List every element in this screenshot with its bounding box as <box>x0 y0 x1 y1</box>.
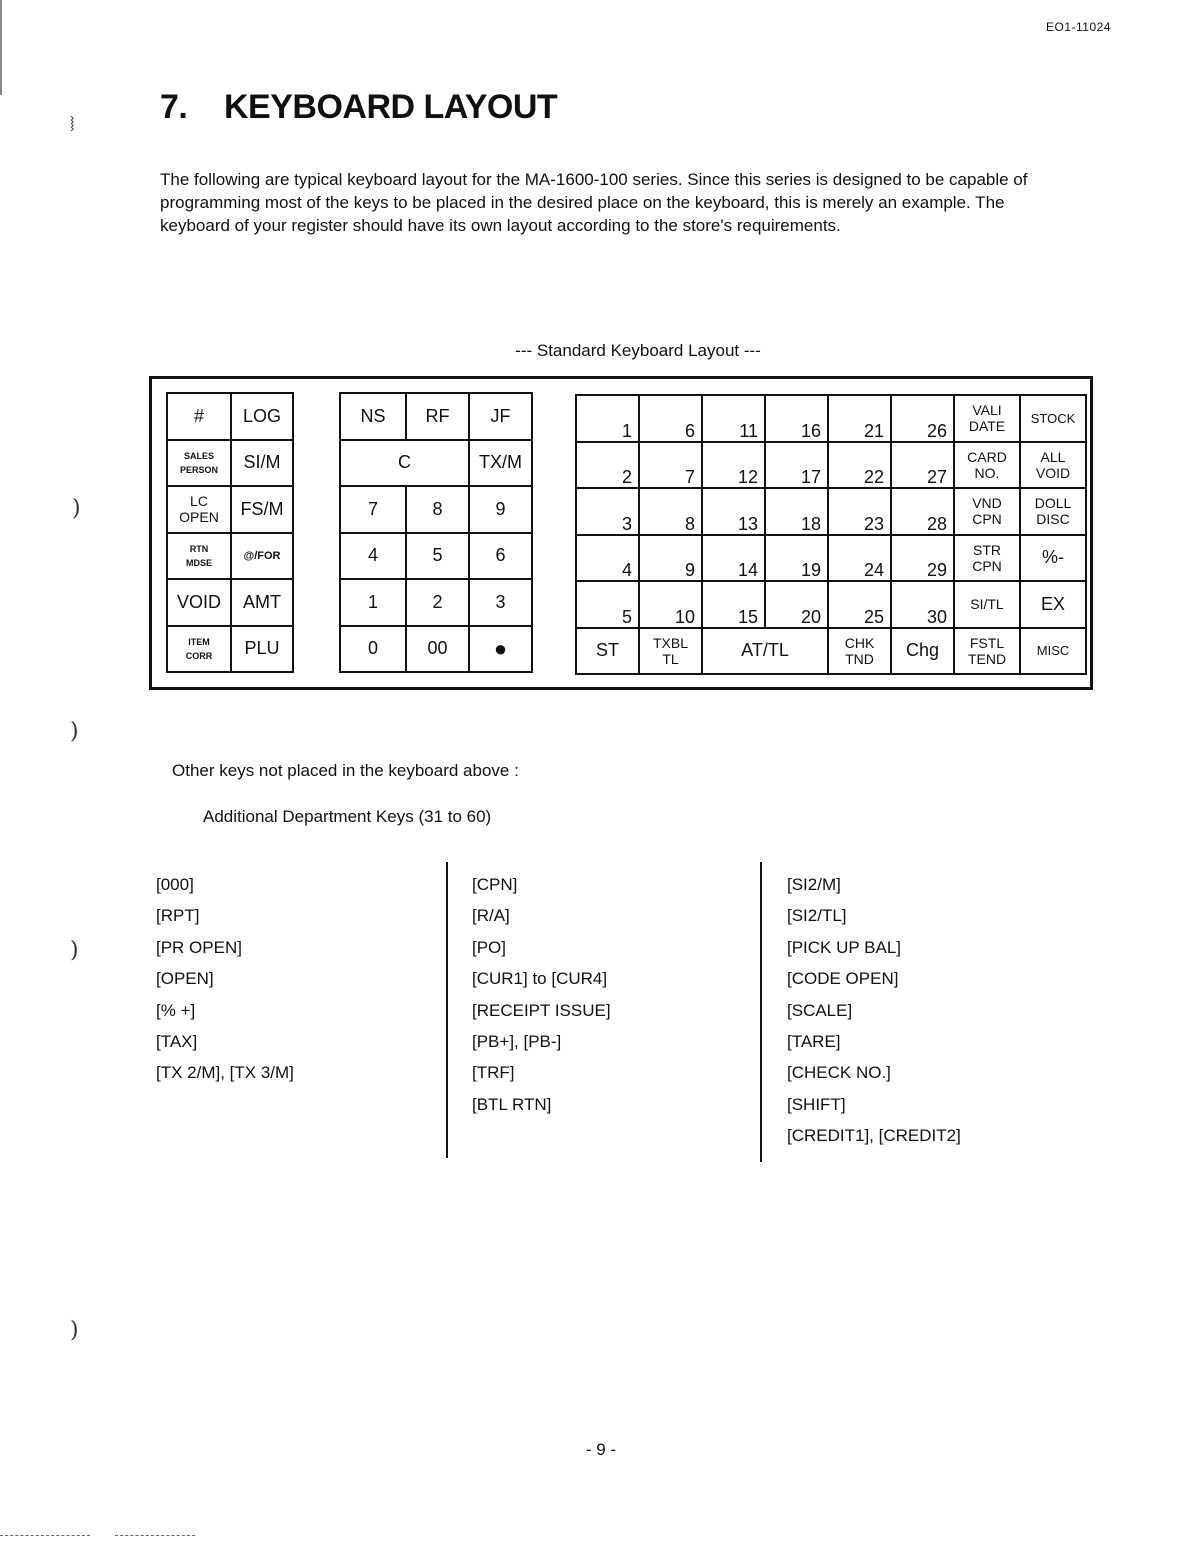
dept-key-7[interactable]: 7 <box>640 443 703 490</box>
scan-edge-line <box>0 0 2 95</box>
key-amt[interactable]: AMT <box>232 580 294 627</box>
key-ns[interactable]: NS <box>341 394 407 441</box>
section-heading: KEYBOARD LAYOUT <box>224 88 558 126</box>
key-taxable-total[interactable]: TXBL TL <box>640 629 703 676</box>
dept-key-22[interactable]: 22 <box>829 443 892 490</box>
key-tx-m[interactable]: TX/M <box>470 441 533 488</box>
key-plu[interactable]: PLU <box>232 627 294 674</box>
dept-key-25[interactable]: 25 <box>829 582 892 629</box>
list-item: [R/A] <box>472 906 510 926</box>
intro-paragraph: The following are typical keyboard layout for the MA-1600-100 series. Since this series is designed to be capable of programming most of the keys to be placed in the desired place on the keyboard, this is merely an example. The keyboard of your register should have its own layout according to the store's requirements. <box>160 170 1028 235</box>
binder-hole-mark: ) <box>70 938 79 963</box>
key-digit-9[interactable]: 9 <box>470 487 533 534</box>
key-void[interactable]: VOID <box>168 580 232 627</box>
key-log[interactable]: LOG <box>232 394 294 441</box>
dept-key-18[interactable]: 18 <box>766 489 829 536</box>
key-misc[interactable]: MISC <box>1021 629 1087 676</box>
scan-artifact <box>0 1535 90 1537</box>
dept-key-16[interactable]: 16 <box>766 396 829 443</box>
key-digit-6[interactable]: 6 <box>470 534 533 581</box>
dept-key-28[interactable]: 28 <box>892 489 955 536</box>
list-item: [SCALE] <box>787 1000 853 1020</box>
dept-key-4[interactable]: 4 <box>577 536 640 583</box>
key-check-tender[interactable]: CHK TND <box>829 629 892 676</box>
other-keys-column-3 <box>787 869 961 1152</box>
section-title <box>160 88 557 127</box>
left-key-block <box>166 392 294 673</box>
key-st[interactable]: ST <box>577 629 640 676</box>
list-item: [PICK UP BAL] <box>787 937 902 957</box>
dept-key-11[interactable]: 11 <box>703 396 766 443</box>
dept-key-19[interactable]: 19 <box>766 536 829 583</box>
list-item: [RPT] <box>156 906 200 926</box>
list-item: [TX 2/M], [TX 3/M] <box>156 1063 294 1083</box>
list-item: [BTL RTN] <box>472 1094 552 1114</box>
list-item: [SHIFT] <box>787 1094 846 1114</box>
dept-key-30[interactable]: 30 <box>892 582 955 629</box>
key-stock[interactable]: STOCK <box>1021 396 1087 443</box>
key-rf[interactable]: RF <box>407 394 470 441</box>
key-digit-2[interactable]: 2 <box>407 580 470 627</box>
section-number: 7. <box>160 88 188 126</box>
list-item: [TRF] <box>472 1063 515 1083</box>
key-subtotal[interactable]: SI/TL <box>955 582 1021 629</box>
key-sales-person[interactable]: SALES PERSON <box>168 441 232 488</box>
column-divider <box>760 862 762 1162</box>
column-divider <box>446 862 448 1158</box>
document-id: EO1-11024 <box>1046 20 1111 34</box>
key-digit-5[interactable]: 5 <box>407 534 470 581</box>
dept-key-21[interactable]: 21 <box>829 396 892 443</box>
dept-key-12[interactable]: 12 <box>703 443 766 490</box>
key-rtn-mdse[interactable]: RTN MDSE <box>168 534 232 581</box>
key-digit-0[interactable]: 0 <box>341 627 407 674</box>
dept-key-5[interactable]: 5 <box>577 582 640 629</box>
list-item: [SI2/M] <box>787 875 841 894</box>
dept-key-26[interactable]: 26 <box>892 396 955 443</box>
key-number-sign[interactable]: # <box>168 394 232 441</box>
binder-hole-mark: ) <box>70 719 79 744</box>
key-store-coupon[interactable]: STR CPN <box>955 536 1021 583</box>
dept-key-24[interactable]: 24 <box>829 536 892 583</box>
key-amount-total[interactable]: AT/TL <box>703 629 829 676</box>
other-keys-heading: Other keys not placed in the keyboard above : <box>172 761 519 780</box>
key-digit-7[interactable]: 7 <box>341 487 407 534</box>
list-item: [% +] <box>156 1000 196 1020</box>
keyboard-caption: --- Standard Keyboard Layout --- <box>515 341 761 360</box>
key-digit-3[interactable]: 3 <box>470 580 533 627</box>
key-digit-1[interactable]: 1 <box>341 580 407 627</box>
list-item: [CODE OPEN] <box>787 969 899 989</box>
dept-key-2[interactable]: 2 <box>577 443 640 490</box>
key-double-zero[interactable]: 00 <box>407 627 470 674</box>
list-item: [CREDIT1], [CREDIT2] <box>787 1126 961 1146</box>
list-item: [CHECK NO.] <box>787 1063 891 1083</box>
dept-key-17[interactable]: 17 <box>766 443 829 490</box>
binder-hole-mark: ) <box>72 496 81 521</box>
dept-key-13[interactable]: 13 <box>703 489 766 536</box>
key-all-void[interactable]: ALL VOID <box>1021 443 1087 490</box>
key-digit-4[interactable]: 4 <box>341 534 407 581</box>
list-item: [TAX] <box>156 1032 198 1052</box>
list-item: [OPEN] <box>156 969 214 989</box>
dept-key-20[interactable]: 20 <box>766 582 829 629</box>
list-item: [TARE] <box>787 1032 841 1052</box>
list-item: [CPN] <box>472 875 518 894</box>
dept-key-29[interactable]: 29 <box>892 536 955 583</box>
key-clear[interactable]: C <box>341 441 470 488</box>
list-item: [PO] <box>472 937 507 957</box>
list-item: [SI2/TL] <box>787 906 847 926</box>
key-at-for[interactable]: @/FOR <box>232 534 294 581</box>
key-percent-minus[interactable]: %- <box>1021 536 1087 583</box>
dept-key-27[interactable]: 27 <box>892 443 955 490</box>
key-charge[interactable]: Chg <box>892 629 955 676</box>
scan-artifact <box>115 1535 195 1537</box>
key-food-stamp-tender[interactable]: FSTL TEND <box>955 629 1021 676</box>
key-digit-8[interactable]: 8 <box>407 487 470 534</box>
list-item: [000] <box>156 875 194 894</box>
key-validate[interactable]: VALI DATE <box>955 396 1021 443</box>
key-dollar-discount[interactable]: DOLL DISC <box>1021 489 1087 536</box>
other-keys-column-1 <box>156 869 294 1089</box>
department-key-block <box>575 394 1087 675</box>
list-item: [PB+], [PB-] <box>472 1032 562 1052</box>
page-number: - 9 - <box>585 1440 617 1459</box>
list-item: [RECEIPT ISSUE] <box>472 1000 611 1020</box>
key-decimal-point[interactable]: ● <box>470 627 533 674</box>
list-item: [PR OPEN] <box>156 937 242 957</box>
dept-key-10[interactable]: 10 <box>640 582 703 629</box>
binder-hole-mark: ) <box>70 1318 79 1343</box>
key-jf[interactable]: JF <box>470 394 533 441</box>
numeric-key-block <box>339 392 533 673</box>
key-item-corr[interactable]: ITEM CORR <box>168 627 232 674</box>
dept-key-8[interactable]: 8 <box>640 489 703 536</box>
binder-hole-mark: ⧘ <box>70 112 75 137</box>
other-keys-column-2 <box>472 869 611 1120</box>
dept-key-14[interactable]: 14 <box>703 536 766 583</box>
dept-key-15[interactable]: 15 <box>703 582 766 629</box>
dept-key-9[interactable]: 9 <box>640 536 703 583</box>
dept-key-1[interactable]: 1 <box>577 396 640 443</box>
dept-key-3[interactable]: 3 <box>577 489 640 536</box>
additional-departments-note: Additional Department Keys (31 to 60) <box>203 807 492 826</box>
list-item: [CUR1] to [CUR4] <box>472 969 608 989</box>
key-card-no[interactable]: CARD NO. <box>955 443 1021 490</box>
dept-key-23[interactable]: 23 <box>829 489 892 536</box>
key-vendor-coupon[interactable]: VND CPN <box>955 489 1021 536</box>
key-lc-open[interactable]: LC OPEN <box>168 487 232 534</box>
dept-key-6[interactable]: 6 <box>640 396 703 443</box>
key-exchange[interactable]: EX <box>1021 582 1087 629</box>
key-si-m[interactable]: SI/M <box>232 441 294 488</box>
key-fs-m[interactable]: FS/M <box>232 487 294 534</box>
